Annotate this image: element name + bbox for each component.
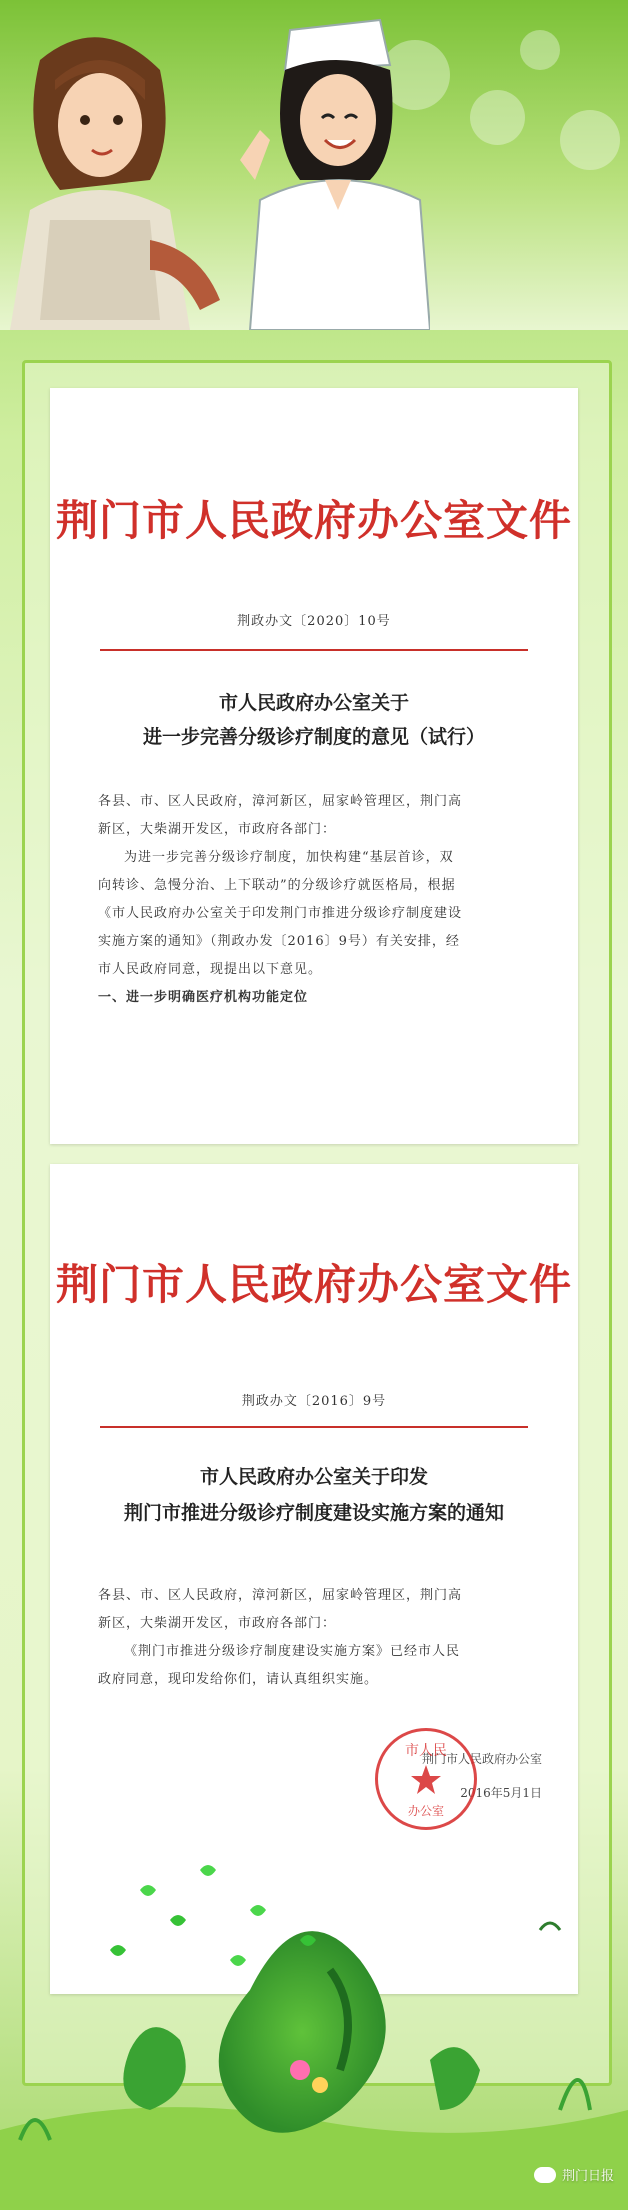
addressee-line: 新区，大柴湖开发区，市政府各部门： [98,1616,337,1631]
section-heading: 一、进一步明确医疗机构功能定位 [98,990,309,1005]
nurse-figure-icon [230,10,430,330]
paragraph-line: 《市人民政府办公室关于印发荆门市推进分级诊疗制度建设 [98,906,463,921]
green-leaves-illustration-icon [0,1810,628,2210]
document-number: 荆政办文〔2016〕9号 [241,1394,387,1409]
paragraph-line: 为进一步完善分级诊疗制度，加快构建“基层首诊，双 [124,850,454,865]
addressee-line: 各县、市、区人民政府，漳河新区，屈家岭管理区，荆门高 [98,794,463,809]
signatory: 荆门市人民政府办公室 [421,1752,542,1766]
brand-name: 荆门日报 [561,2169,614,2184]
signature-date: 2016年5月1日 [460,1786,542,1800]
paragraph-line: 实施方案的通知》（荆政办发〔2016〕9号）有关安排，经 [98,934,460,949]
document-card-2020 [50,388,578,1144]
document-header: 荆门市人民政府办公室文件 [55,1260,572,1309]
document-body [98,788,534,1012]
document-number: 荆政办文〔2020〕10号 [237,614,391,629]
paragraph-line: 向转诊、急慢分治、上下联动”的分级诊疗就医格局，根据 [98,878,456,893]
document-title-line1: 市人民政府办公室关于印发 [199,1466,428,1488]
red-divider [100,649,528,651]
wechat-icon [534,2167,556,2183]
decorative-bubble [560,110,620,170]
hero-illustration [0,0,628,330]
document-title-line2: 荆门市推进分级诊疗制度建设实施方案的通知 [123,1502,504,1524]
addressee-line: 新区，大柴湖开发区，市政府各部门： [98,822,337,837]
patient-figure-icon [0,20,260,330]
paragraph-line: 政府同意，现印发给你们，请认真组织实施。 [98,1672,379,1687]
footer-decoration [0,1810,628,2210]
decorative-bubble [520,30,560,70]
red-divider [100,1426,528,1428]
decorative-bubble [470,90,525,145]
paragraph-line: 市人民政府同意，现提出以下意见。 [98,962,323,977]
document-body [98,1582,534,1694]
document-title-line2: 进一步完善分级诊疗制度的意见（试行） [142,726,485,748]
document-title-line1: 市人民政府办公室关于 [218,692,409,714]
brand-watermark[interactable] [534,2165,614,2184]
document-header: 荆门市人民政府办公室文件 [55,496,572,545]
svg-text:市人民: 市人民 [405,1743,447,1759]
paragraph-line: 《荆门市推进分级诊疗制度建设实施方案》已经市人民 [124,1644,461,1659]
svg-text:办公室: 办公室 [407,1804,445,1818]
addressee-line: 各县、市、区人民政府，漳河新区，屈家岭管理区，荆门高 [98,1588,463,1603]
